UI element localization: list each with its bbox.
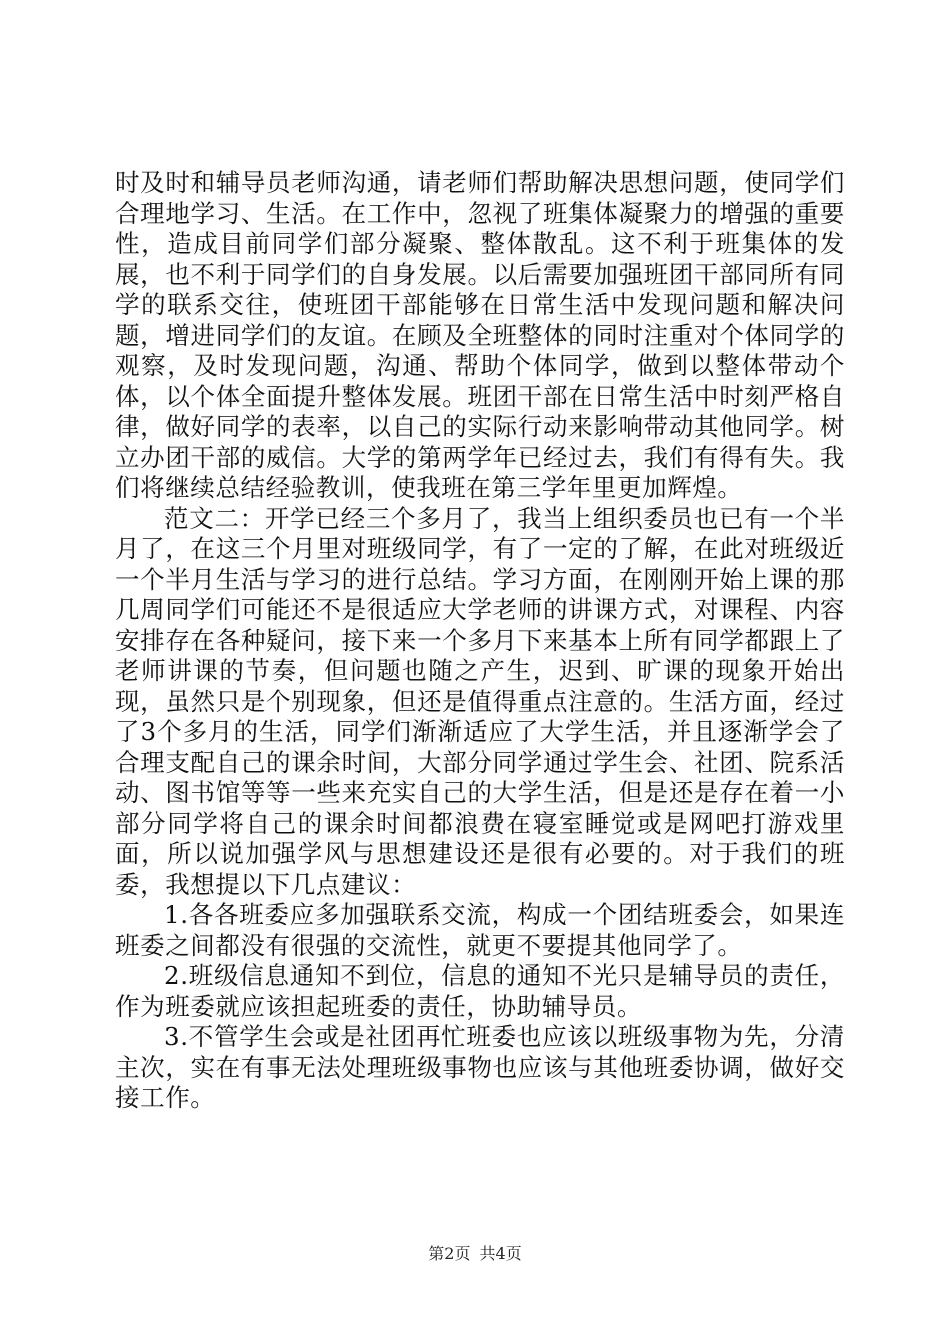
page-total: 共4页	[479, 1244, 522, 1263]
document-body	[115, 168, 845, 1114]
suggestion-item-1: 1.各各班委应多加强联系交流，构成一个团结班委会，如果连班委之间都没有很强的交流性，就更不要提其他同学了。	[115, 900, 845, 960]
page-number: 第2页	[428, 1244, 471, 1263]
paragraph-continuation: 时及时和辅导员老师沟通，请老师们帮助解决思想问题，使同学们合理地学习、生活。在工作中，忽视了班集体凝聚力的增强的重要性，造成目前同学们部分凝聚、整体散乱。这不利于班集体的发展，也不利于同学们的自身发展。以后需要加强班团干部同所有同学的联系交往，使班团干部能够在日常生活中发现问题和解决问题，增进同学们的友谊。在顾及全班整体的同时注重对个体同学的观察，及时发现问题，沟通、帮助个体同学，做到以整体带动个体，以个体全面提升整体发展。班团干部在日常生活中时刻严格自律，做好同学的表率，以自己的实际行动来影响带动其他同学。树立办团干部的威信。大学的第两学年已经过去，我们有得有失。我们将继续总结经验教训，使我班在第三学年里更加辉煌。	[115, 168, 845, 502]
page-footer	[0, 1244, 950, 1264]
paragraph-sample-two: 范文二：开学已经三个多月了，我当上组织委员也已有一个半月了，在这三个月里对班级同学，有了一定的了解，在此对班级近一个半月生活与学习的进行总结。学习方面，在刚刚开始上课的那几周同学们可能还不是很适应大学老师的讲课方式，对课程、内容安排存在各种疑问，接下来一个多月下来基本上所有同学都跟上了老师讲课的节奏，但问题也随之产生，迟到、旷课的现象开始出现，虽然只是个别现象，但还是值得重点注意的。生活方面，经过了3个多月的生活，同学们渐渐适应了大学生活，并且逐渐学会了合理支配自己的课余时间，大部分同学通过学生会、社团、院系活动、图书馆等等一些来充实自己的大学生活，但是还是存在着一小部分同学将自己的课余时间都浪费在寝室睡觉或是网吧打游戏里面，所以说加强学风与思想建设还是很有必要的。对于我们的班委，我想提以下几点建议：	[115, 503, 845, 899]
suggestion-item-3: 3.不管学生会或是社团再忙班委也应该以班级事物为先，分清主次，实在有事无法处理班级事物也应该与其他班委协调，做好交接工作。	[115, 1022, 845, 1112]
suggestion-item-2: 2.班级信息通知不到位，信息的通知不光只是辅导员的责任，作为班委就应该担起班委的责任，协助辅导员。	[115, 961, 845, 1021]
